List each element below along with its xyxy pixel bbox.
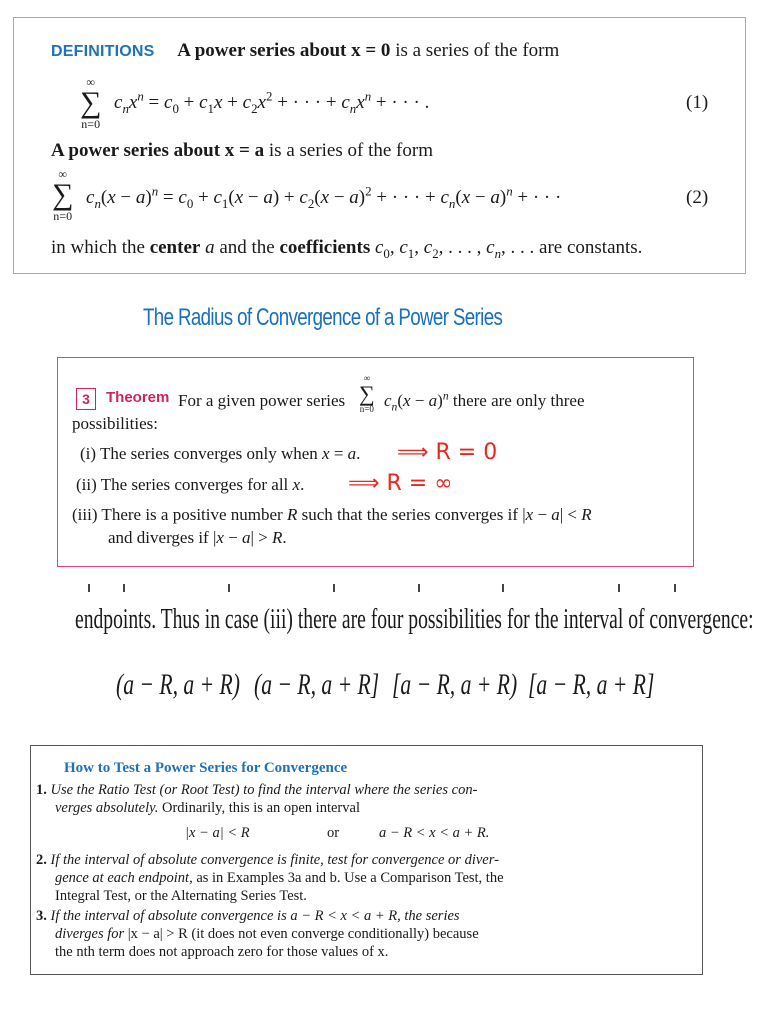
eq1-sigma: ∞ ∑ n=0	[80, 75, 102, 131]
definitions-heading	[51, 40, 559, 62]
definitions-closing: in which the center a and the coefficients $c_0$, $c_1$, $c_2$, . . . , $c_n$, . . . are constants.	[51, 237, 643, 261]
interval-open-closed: (a − R, a + R]	[254, 668, 380, 701]
theorem-possibilities: possibilities:	[72, 414, 158, 433]
definition-about-a: A power series about x = a is a series of the form	[51, 140, 433, 161]
step-1-formula-or: or	[327, 825, 340, 841]
section-title: The Radius of Convergence of a Power Series	[143, 304, 503, 331]
equation-1: $c_nx^n = c_0 + c_1x + c_2x^2$ + · · · + $c_nx^n$ + · · · .	[114, 88, 430, 116]
handwritten-r-infinity: ⟹ R = ∞	[348, 471, 453, 496]
equation-1-number: (1)	[686, 92, 709, 113]
theorem-case-3-continued: and diverges if |x − a| > R.	[108, 528, 287, 547]
definition-intro-rest: is a series of the form	[395, 40, 560, 61]
theorem-case-1: (i) The series converges only when x = a.	[80, 444, 361, 463]
theorem-number: 3	[76, 388, 96, 410]
definitions-tag: DEFINITIONS	[51, 43, 155, 60]
theorem-case-2: (ii) The series converges for all x.	[76, 475, 305, 494]
theorem-case-3: (iii) There is a positive number R such that the series converges if |x − a| < R	[72, 505, 592, 524]
definitions-box	[13, 17, 746, 274]
definition-about-zero: A power series about x = 0	[177, 40, 391, 61]
cropped-text-line	[62, 584, 682, 592]
step-1-formula-left: |x − a| < R	[185, 825, 250, 841]
theorem-box	[57, 357, 694, 567]
step-1-formula-right: a − R < x < a + R.	[379, 825, 490, 841]
intervals-sentence: endpoints. Thus in case (iii) there are four possibilities for the interval of convergence:	[75, 604, 754, 635]
theorem-label: Theorem	[106, 389, 170, 406]
step-3-end: the nth term does not approach zero for those values of x.	[55, 944, 389, 960]
how-to-test-box	[30, 745, 703, 975]
theorem-intro: For a given power series	[178, 391, 346, 410]
interval-closed-open: [a − R, a + R)	[392, 668, 518, 701]
step-2-continued: gence at each endpoint, as in Examples 3a and b. Use a Comparison Test, the	[55, 870, 504, 886]
theorem-sigma: ∞ ∑ n=0	[359, 373, 375, 414]
interval-open: (a − R, a + R)	[116, 668, 240, 701]
equation-2-number: (2)	[686, 187, 709, 208]
eq2-sigma: ∞ ∑ n=0	[52, 167, 74, 223]
step-3: 3. If the interval of absolute convergence is a − R < x < a + R, the series	[36, 908, 460, 924]
theorem-sum-term: $c_n(x - a)^n$ there are only three	[384, 389, 585, 414]
step-2: 2. If the interval of absolute convergence is finite, test for convergence or diver-	[36, 852, 499, 868]
step-1: 1. Use the Ratio Test (or Root Test) to find the interval where the series con-	[36, 782, 478, 798]
step-2-end: Integral Test, or the Alternating Series Test.	[55, 888, 307, 904]
how-to-title: How to Test a Power Series for Convergence	[64, 760, 348, 776]
step-3-continued: diverges for |x − a| > R (it does not even converge conditionally) because	[55, 926, 479, 942]
equation-2: $c_n(x - a)^n = c_0 + c_1(x - a) + c_2(x - a)^2$ + · · · + $c_n(x - a)^n$ + · · ·	[86, 183, 562, 211]
interval-closed: [a − R, a + R]	[528, 668, 655, 701]
handwritten-r-zero: ⟹ R = 0	[397, 440, 498, 465]
step-1-continued: verges absolutely. Ordinarily, this is an open interval	[55, 800, 360, 816]
